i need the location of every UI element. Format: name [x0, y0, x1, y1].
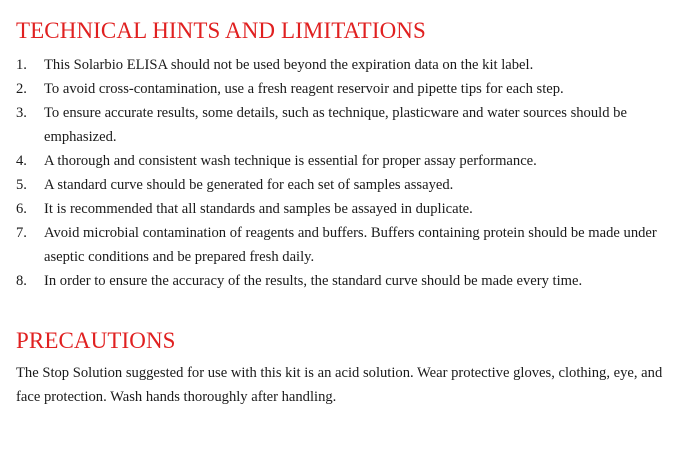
list-item-number: 8.	[16, 273, 27, 289]
list-item-number: 6.	[16, 201, 27, 217]
technical-hints-title: TECHNICAL HINTS AND LIMITATIONS	[16, 18, 426, 43]
list-item-text: Avoid microbial contamination of reagents and buffers. Buffers containing protein should be made under aseptic conditions and be prepared fresh daily.	[44, 225, 657, 265]
technical-hints-list	[16, 53, 676, 293]
list-item	[16, 173, 676, 197]
list-item-number: 4.	[16, 153, 27, 169]
precautions-body: The Stop Solution suggested for use with this kit is an acid solution. Wear protective gloves, clothing, eye, and face protection. Wash hands thoroughly after handling.	[16, 365, 663, 405]
list-item-text: To avoid cross-contamination, use a fresh reagent reservoir and pipette tips for each step.	[44, 81, 564, 97]
list-item	[16, 269, 676, 293]
list-item-text: To ensure accurate results, some details, such as technique, plasticware and water sources should be emphasized.	[44, 105, 627, 145]
list-item-number: 7.	[16, 225, 27, 241]
list-item	[16, 53, 676, 77]
list-item-text: It is recommended that all standards and samples be assayed in duplicate.	[44, 201, 473, 217]
list-item-text: A standard curve should be generated for each set of samples assayed.	[44, 177, 454, 193]
precautions-title: PRECAUTIONS	[16, 328, 176, 353]
list-item-number: 3.	[16, 105, 27, 121]
list-item	[16, 77, 676, 101]
list-item-number: 5.	[16, 177, 27, 193]
list-item-number: 2.	[16, 81, 27, 97]
list-item-number: 1.	[16, 57, 27, 73]
list-item-text: In order to ensure the accuracy of the results, the standard curve should be made every time.	[44, 273, 583, 289]
list-item	[16, 197, 676, 221]
list-item-text: A thorough and consistent wash technique is essential for proper assay performance.	[44, 153, 537, 169]
list-item	[16, 149, 676, 173]
list-item	[16, 101, 676, 149]
list-item-text: This Solarbio ELISA should not be used beyond the expiration data on the kit label.	[44, 57, 534, 73]
list-item	[16, 221, 676, 269]
